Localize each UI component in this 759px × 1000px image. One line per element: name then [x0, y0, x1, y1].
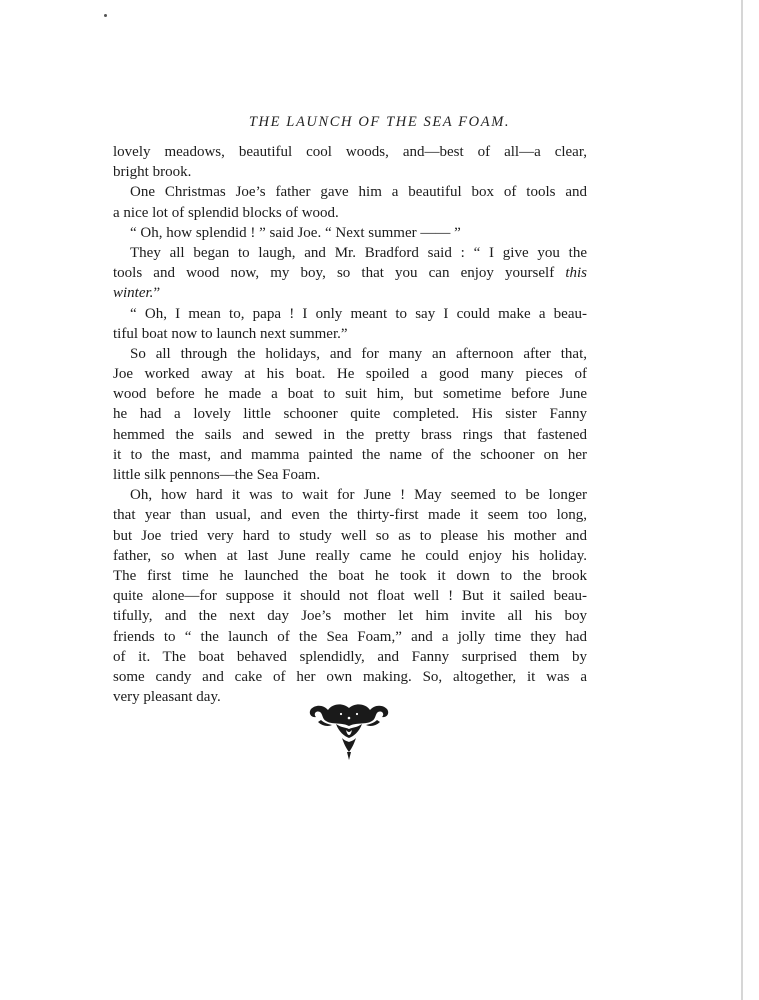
- italic-word: winter.: [113, 285, 154, 302]
- line-text: “ Oh, I mean to, papa ! I only meant to say I could make a beau-: [130, 305, 587, 322]
- line-text: some candy and cake of her own making. So, altogether, it was a: [113, 668, 587, 685]
- line-text: quite alone—for suppose it should not float well ! But it sailed beau-: [113, 588, 587, 605]
- text-line: [113, 505, 587, 525]
- text-line: [113, 364, 587, 384]
- line-text: tifully, and the next day Joe’s mother let him invite all his boy: [113, 608, 587, 625]
- text-line: [113, 425, 587, 445]
- text-line: [113, 404, 587, 424]
- text-line: [113, 465, 587, 485]
- body-text: [113, 142, 587, 707]
- text-line: [113, 162, 587, 182]
- text-line: [113, 627, 587, 647]
- text-line: [113, 142, 587, 162]
- closing-quote: ”: [153, 285, 161, 302]
- text-line: [113, 304, 587, 324]
- line-text: tools and wood now, my boy, so that you can enjoy yourself: [113, 265, 555, 282]
- line-text: it to the mast, and mamma painted the name of the schooner on her: [113, 446, 587, 463]
- text-line: [113, 182, 587, 202]
- line-text: bright brook.: [113, 164, 192, 181]
- line-text: “ Oh, how splendid ! ” said Joe. “ Next summer —— ”: [130, 224, 461, 241]
- text-line: [113, 485, 587, 505]
- text-line: [113, 647, 587, 667]
- text-line: [113, 203, 587, 223]
- text-line: [113, 344, 587, 364]
- line-text: wood before he made a boat to suit him, but sometime before June: [113, 386, 587, 403]
- line-text: One Christmas Joe’s father gave him a beautiful box of tools and: [130, 184, 587, 201]
- line-text: friends to “ the launch of the Sea Foam,” and a jolly time they had: [113, 628, 587, 645]
- line-text: The first time he launched the boat he took it down to the brook: [113, 567, 587, 584]
- text-line: [113, 283, 587, 303]
- line-text: hemmed the sails and sewed in the pretty brass rings that fastened: [113, 426, 587, 443]
- running-head: THE LAUNCH OF THE SEA FOAM.: [248, 114, 511, 130]
- floral-tailpiece-icon: [306, 700, 392, 762]
- line-text: So all through the holidays, and for many an afternoon after that,: [130, 345, 587, 362]
- line-text: Oh, how hard it was to wait for June ! May seemed to be longer: [130, 487, 587, 504]
- line-text: that year than usual, and even the thirty-first made it seem too long,: [113, 507, 587, 524]
- line-text: lovely meadows, beautiful cool woods, and—best of all—a clear,: [113, 144, 587, 160]
- text-line: [113, 324, 587, 344]
- italic-word: this: [565, 265, 587, 282]
- text-line: [113, 445, 587, 465]
- text-line: [113, 546, 587, 566]
- text-line: [113, 223, 587, 243]
- line-text: Joe worked away at his boat. He spoiled a good many pieces of: [113, 366, 587, 383]
- text-line: [113, 667, 587, 687]
- line-text: he had a lovely little schooner quite completed. His sister Fanny: [113, 406, 587, 423]
- line-text: tiful boat now to launch next summer.”: [113, 325, 348, 342]
- line-text: of it. The boat behaved splendidly, and Fanny surprised them by: [113, 648, 587, 665]
- line-text: a nice lot of splendid blocks of wood.: [113, 204, 339, 221]
- text-line: [113, 384, 587, 404]
- line-text: father, so when at last June really came he could enjoy his holiday.: [113, 547, 587, 564]
- line-text: but Joe tried very hard to study well so as to please his mother and: [113, 527, 587, 544]
- text-line: [113, 526, 587, 546]
- line-text: little silk pennons—the Sea Foam.: [113, 467, 321, 483]
- scan-speck: [104, 14, 107, 17]
- text-line: [113, 243, 587, 263]
- text-line: [113, 586, 587, 606]
- text-line: [113, 566, 587, 586]
- text-line: [113, 606, 587, 626]
- page-edge-shadow: [741, 0, 743, 1000]
- line-text: They all began to laugh, and Mr. Bradford said : “ I give you the: [130, 244, 587, 261]
- text-line: [113, 263, 587, 283]
- line-text: very pleasant day.: [113, 689, 221, 706]
